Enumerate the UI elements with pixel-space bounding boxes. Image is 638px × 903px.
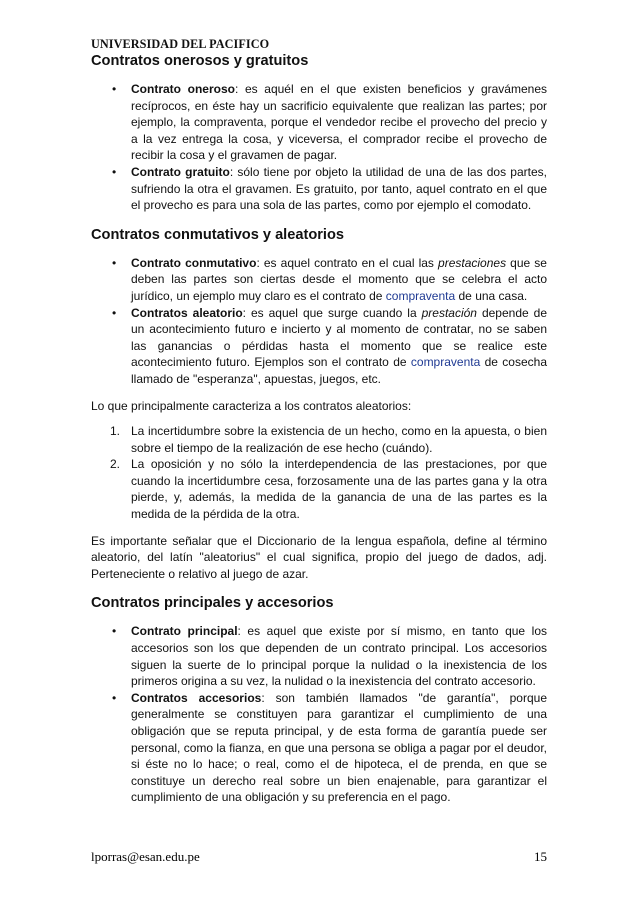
item-text: depende de un acontecimiento futuro e incierto y al momento de contratar, no se saben las ganancias o pérdidas hasta el momento que se realice este acontecimiento futuro. Ejemplos son el contrato de [131,305,547,370]
item-text: : es aquel que existe por sí mismo, en tanto que los accesorios son los que dependen de un contrato principal. Los accesorios siguen la suerte de lo principal porque la nulidad o la inexistencia de los primeros origina a su vez, la nulidad o la inexistencia del contrato accesorio. [131,624,547,689]
list-item [112,164,547,214]
item-text: La oposición y no sólo la interdependencia de las prestaciones, por que cuando la incertidumbre cesa, forzosamente una de las partes gana y la otra pierde, y, además, la medida de la ganancia de una de las partes es la medida de la pérdida de la otra. [131,457,547,522]
item-text: : es aquél en el que existen beneficios y gravámenes recíprocos, en éste hay un sacrificio equivalente que realizan las partes; por ejemplo, la compraventa, porque el vendedor recibe el provecho del precio y a la vez entrega la cosa, y viceversa, el comprador recibe el provecho de recibir la cosa y el gravamen de pagar. [131,82,547,163]
aleatorios-intro: Lo que principalmente caracteriza a los contratos aleatorios: [91,398,412,413]
item-number: 2. [110,457,121,472]
term-label: Contrato conmutativo [131,255,257,270]
item-text: de una casa. [455,288,528,303]
italic-term: prestación [421,305,477,320]
term-label: Contrato gratuito [131,164,230,179]
compraventa-link[interactable]: compraventa [410,355,481,370]
list-item [112,81,547,164]
footer-email: lporras@esan.edu.pe [91,849,200,864]
bullet-icon: • [112,82,117,96]
numbered-item [110,423,547,456]
term-label: Contratos aleatorio [131,305,243,320]
university-header: UNIVERSIDAD DEL PACIFICO [91,37,270,51]
bullet-icon: • [112,305,117,320]
compraventa-link[interactable]: compraventa [385,288,456,303]
onerosos-list [91,81,547,214]
term-label: Contrato principal [131,624,238,639]
bullet-icon: • [112,164,117,179]
list-item [112,255,547,305]
section-title-principales: Contratos principales y accesorios [91,595,334,612]
section-title-onerosos: Contratos onerosos y gratuitos [91,53,309,69]
list-item [112,690,547,806]
conmutativos-list [91,255,547,388]
item-text: de cosecha llamado de "esperanza", apuestas, juegos, etc. [131,355,547,386]
item-text: La incertidumbre sobre la existencia de un hecho, como en la apuesta, o bien sobre el tiempo de la realización de ese hecho (cuándo). [131,424,547,455]
bullet-icon: • [112,624,117,639]
item-text: : sólo tiene por objeto la utilidad de una de las dos partes, sufriendo la otra el gravamen. Es gratuito, por tanto, aquel contrato en el que el provecho es para una sola de las partes, como por ejemplo el comodato. [131,164,547,213]
term-label: Contrato oneroso [131,82,235,96]
principales-list [91,623,547,806]
item-number: 1. [110,424,121,439]
italic-term: prestaciones [438,255,507,270]
section-title-conmutativos: Contratos conmutativos y aleatorios [91,226,345,243]
item-text: : es aquel que surge cuando la [242,305,422,320]
bullet-icon: • [112,255,117,270]
dictionary-note: Es importante señalar que el Diccionario de la lengua española, define al término aleatorio, del latín "aleatorius" el cual significa, propio del juego de dados, adj. Perteneciente o relativo al juego de azar. [91,533,547,581]
item-text: que se deben las partes son ciertas desde el momento que se celebra el acto jurídico, un ejemplo muy claro es el contrato de [131,255,547,303]
list-item [112,623,547,689]
list-item [112,305,547,388]
term-label: Contratos accesorios [131,690,262,705]
aleatorios-numbered-list [91,423,547,523]
page-number: 15 [534,849,547,864]
numbered-item [110,456,547,522]
bullet-icon: • [112,690,117,705]
item-text: : son también llamados "de garantía", porque generalmente se constituyen para garantizar el cumplimiento de una obligación que se reputa principal, y de esta forma de garantía puede ser personal, como la fianza, en que una persona se obliga a pagar por el deudor, si éste no lo hace; o real, como el de hipoteca, el de prenda, en que se constituye un derecho real sobre un bien enajenable, para garantizar el cumplimiento de una obligación y su preferencia en el pago. [131,690,547,805]
page-footer [91,849,547,865]
item-text: : es aquel contrato en el cual las [256,255,439,270]
